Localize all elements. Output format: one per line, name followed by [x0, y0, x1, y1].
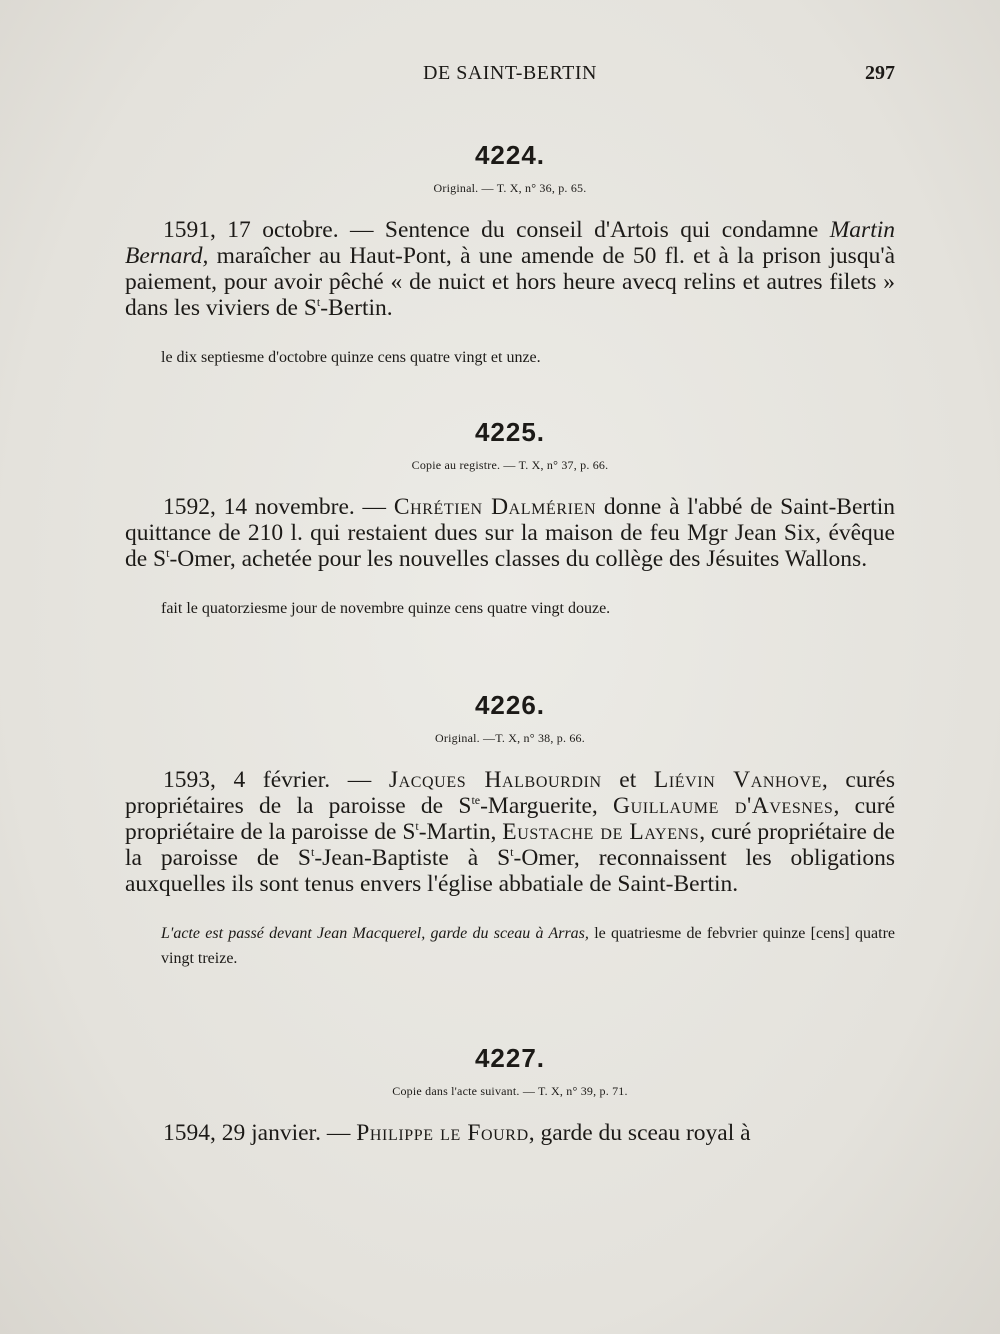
source-reference: Copie dans l'acte suivant. — T. X, n° 39, p. 71.: [392, 1084, 628, 1098]
page-header: [125, 62, 895, 92]
entry-number: 4226.: [474, 690, 546, 720]
person-name: Philippe le Fourd: [356, 1120, 529, 1146]
person-name: Guillaume d'Avesnes: [613, 793, 834, 819]
entry-summary: 1591, 17 octobre. — Sentence du conseil d'Artois qui condamne Martin Bernard, maraîcher au Haut-Pont, à une amende de 50 fl. et à la prison jusqu'à paiement, pour avoir pêché « de nuict et hors heure avecq relins et autres filets » dans les viviers de $S^t$-Bertin.: [125, 217, 895, 321]
person-name: Jacques Halbourdin: [388, 767, 602, 793]
entry-4227: [125, 1043, 895, 1170]
entry-4224: [125, 140, 895, 370]
entry-number: 4227.: [474, 1043, 546, 1073]
entry-number: 4225.: [474, 417, 546, 447]
person-name: Eustache de Layens: [502, 819, 700, 845]
entry-quote: L'acte est passé devant Jean Macquerel, garde du sceau à Arras, le quatriesme de febvrier quinze [cens] quatre vingt treize.: [161, 924, 896, 967]
entry-summary: 1592, 14 novembre. — Chrétien Dalmérien donne à l'abbé de Saint-Bertin quittance de 210 l. qui restaient dues sur la maison de feu Mgr Jean Six, évêque de $S^t$-Omer, achetée pour les nouvelles classes du collège des Jésuites Wallons.: [125, 494, 896, 572]
source-reference: Copie au registre. — T. X, n° 37, p. 66.: [411, 458, 609, 472]
entry-number: 4224.: [474, 140, 546, 170]
source-reference: Original. — T. X, n° 36, p. 65.: [433, 181, 587, 195]
page-number: 297: [865, 62, 895, 84]
entry-quote: le dix septiesme d'octobre quinze cens quatre vingt et unze.: [161, 348, 541, 366]
person-name: Chrétien Dalmérien: [393, 494, 597, 520]
entry-4225: [125, 417, 895, 621]
entry-summary: 1594, 29 janvier. — Philippe le Fourd, garde du sceau royal à: [163, 1120, 751, 1146]
person-name: Martin Bernard,: [125, 217, 895, 269]
source-reference: Original. —T. X, n° 38, p. 66.: [435, 731, 585, 745]
entry-summary: 1593, 4 février. — Jacques Halbourdin et Liévin Vanhove, curés propriétaires de la paroisse de $S^{te}$-Marguerite, Guillaume d'Avesnes, curé propriétaire de la paroisse de $S^t$-Martin, Eustache de Layens, curé propriétaire de la paroisse de $S^t-Jean$-Baptiste à $S^t$-Omer, reconnaissent les obligations auxquelles ils sont tenus envers l'église abbatiale de Saint-Bertin.: [125, 767, 896, 897]
entry-4226: [125, 690, 895, 971]
entry-date: 1592, 14 novembre. —: [163, 494, 387, 520]
entry-date: 1593, 4 février. —: [163, 767, 372, 793]
entry-date: 1591, 17 octobre. —: [163, 217, 374, 243]
entry-quote: fait le quatorziesme jour de novembre quinze cens quatre vingt douze.: [161, 599, 611, 617]
running-title: DE SAINT-BERTIN: [423, 62, 597, 84]
person-name: Liévin Vanhove: [653, 767, 822, 793]
entry-date: 1594, 29 janvier. —: [163, 1120, 351, 1146]
